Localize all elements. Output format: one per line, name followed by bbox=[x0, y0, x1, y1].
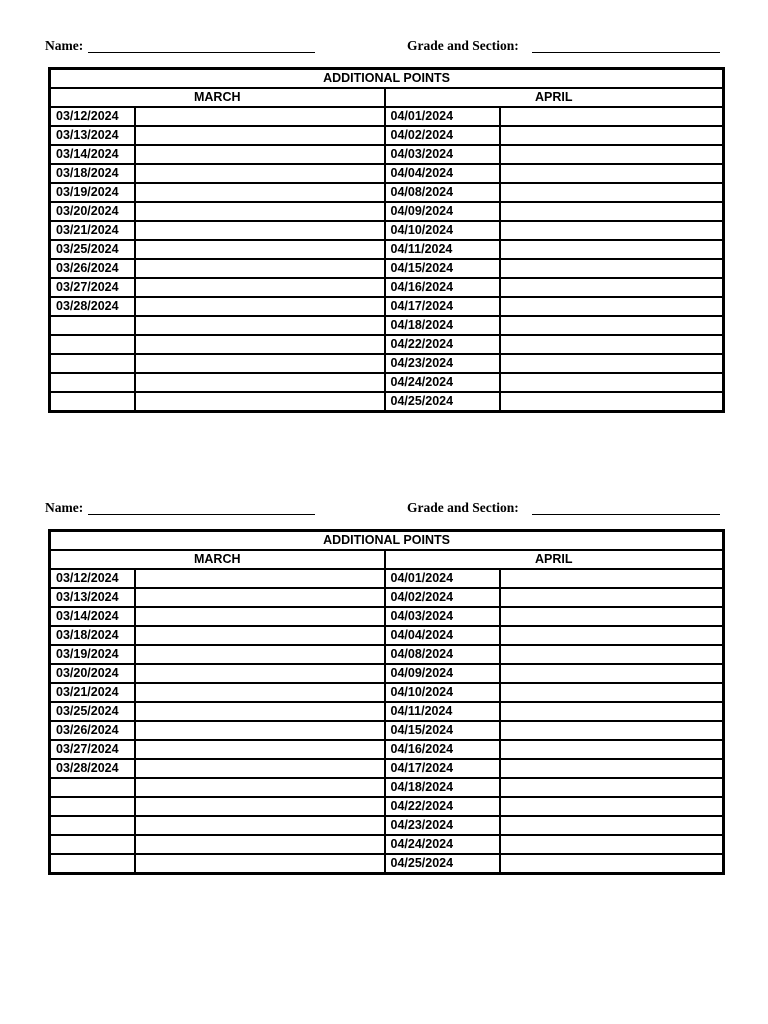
name-label: Name: bbox=[45, 500, 84, 515]
april-date-cell: 04/15/2024 bbox=[385, 259, 500, 278]
table-row bbox=[50, 164, 724, 183]
april-date-cell: 04/23/2024 bbox=[385, 354, 500, 373]
table-row bbox=[50, 145, 724, 164]
table-row bbox=[50, 607, 724, 626]
april-points-cell[interactable] bbox=[500, 126, 724, 145]
april-date-cell: 04/18/2024 bbox=[385, 316, 500, 335]
table-row bbox=[50, 759, 724, 778]
april-points-cell[interactable] bbox=[500, 145, 724, 164]
april-points-cell[interactable] bbox=[500, 721, 724, 740]
name-label: Name: bbox=[45, 38, 84, 53]
april-points-cell[interactable] bbox=[500, 854, 724, 874]
april-points-cell[interactable] bbox=[500, 202, 724, 221]
table-row bbox=[50, 183, 724, 202]
march-points-cell[interactable] bbox=[135, 164, 385, 183]
april-points-cell[interactable] bbox=[500, 392, 724, 412]
additional-points-table bbox=[48, 67, 725, 413]
march-date-cell bbox=[50, 316, 135, 335]
april-points-cell[interactable] bbox=[500, 835, 724, 854]
march-date-cell bbox=[50, 392, 135, 412]
march-date-cell: 03/25/2024 bbox=[50, 240, 135, 259]
april-date-cell: 04/25/2024 bbox=[385, 854, 500, 874]
march-points-cell[interactable] bbox=[135, 664, 385, 683]
march-date-cell: 03/21/2024 bbox=[50, 683, 135, 702]
april-points-cell[interactable] bbox=[500, 664, 724, 683]
march-points-cell[interactable] bbox=[135, 778, 385, 797]
april-date-cell: 04/23/2024 bbox=[385, 816, 500, 835]
march-date-cell bbox=[50, 335, 135, 354]
march-points-cell[interactable] bbox=[135, 240, 385, 259]
april-points-cell[interactable] bbox=[500, 164, 724, 183]
april-date-cell: 04/08/2024 bbox=[385, 645, 500, 664]
april-date-cell: 04/24/2024 bbox=[385, 373, 500, 392]
march-points-cell[interactable] bbox=[135, 354, 385, 373]
april-date-cell: 04/09/2024 bbox=[385, 202, 500, 221]
april-date-cell: 04/25/2024 bbox=[385, 392, 500, 412]
april-date-cell: 04/02/2024 bbox=[385, 588, 500, 607]
april-date-cell: 04/22/2024 bbox=[385, 797, 500, 816]
march-date-cell: 03/18/2024 bbox=[50, 164, 135, 183]
table-row bbox=[50, 107, 724, 126]
name-field-line[interactable] bbox=[88, 514, 315, 515]
april-points-cell[interactable] bbox=[500, 183, 724, 202]
table-row bbox=[50, 569, 724, 588]
march-points-cell[interactable] bbox=[135, 126, 385, 145]
march-points-cell[interactable] bbox=[135, 683, 385, 702]
march-points-cell[interactable] bbox=[135, 626, 385, 645]
march-points-cell[interactable] bbox=[135, 588, 385, 607]
grade-section-field-line[interactable] bbox=[532, 514, 720, 515]
table-row bbox=[50, 702, 724, 721]
table-row bbox=[50, 664, 724, 683]
table-row bbox=[50, 835, 724, 854]
march-points-cell[interactable] bbox=[135, 740, 385, 759]
table-row bbox=[50, 354, 724, 373]
march-points-cell[interactable] bbox=[135, 297, 385, 316]
april-date-cell: 04/18/2024 bbox=[385, 778, 500, 797]
march-date-cell: 03/28/2024 bbox=[50, 297, 135, 316]
march-points-cell[interactable] bbox=[135, 835, 385, 854]
april-date-cell: 04/09/2024 bbox=[385, 664, 500, 683]
april-date-cell: 04/04/2024 bbox=[385, 626, 500, 645]
april-date-cell: 04/04/2024 bbox=[385, 164, 500, 183]
table-row bbox=[50, 721, 724, 740]
march-date-cell: 03/19/2024 bbox=[50, 183, 135, 202]
march-points-cell[interactable] bbox=[135, 278, 385, 297]
april-date-cell: 04/15/2024 bbox=[385, 721, 500, 740]
table-row bbox=[50, 645, 724, 664]
grade-section-field-line[interactable] bbox=[532, 52, 720, 53]
grade-section-label: Grade and Section: bbox=[407, 500, 519, 515]
april-points-cell[interactable] bbox=[500, 626, 724, 645]
april-date-cell: 04/17/2024 bbox=[385, 297, 500, 316]
march-date-cell: 03/27/2024 bbox=[50, 740, 135, 759]
table-row bbox=[50, 373, 724, 392]
march-points-cell[interactable] bbox=[135, 797, 385, 816]
april-points-cell[interactable] bbox=[500, 221, 724, 240]
table-row bbox=[50, 335, 724, 354]
table-title: ADDITIONAL POINTS bbox=[50, 69, 724, 89]
grade-section-label: Grade and Section: bbox=[407, 38, 519, 53]
march-points-cell[interactable] bbox=[135, 335, 385, 354]
march-points-cell[interactable] bbox=[135, 221, 385, 240]
march-date-cell bbox=[50, 373, 135, 392]
april-points-cell[interactable] bbox=[500, 607, 724, 626]
march-points-cell[interactable] bbox=[135, 816, 385, 835]
additional-points-table bbox=[48, 529, 725, 875]
student-header bbox=[45, 500, 725, 520]
april-header: APRIL bbox=[385, 88, 724, 107]
march-date-cell: 03/13/2024 bbox=[50, 126, 135, 145]
april-header: APRIL bbox=[385, 550, 724, 569]
march-points-cell[interactable] bbox=[135, 145, 385, 164]
april-date-cell: 04/16/2024 bbox=[385, 278, 500, 297]
march-date-cell: 03/26/2024 bbox=[50, 259, 135, 278]
table-row bbox=[50, 297, 724, 316]
april-date-cell: 04/22/2024 bbox=[385, 335, 500, 354]
name-field-line[interactable] bbox=[88, 52, 315, 53]
march-points-cell[interactable] bbox=[135, 854, 385, 874]
march-points-cell[interactable] bbox=[135, 316, 385, 335]
table-row bbox=[50, 126, 724, 145]
table-row bbox=[50, 202, 724, 221]
march-header: MARCH bbox=[50, 550, 385, 569]
march-points-cell[interactable] bbox=[135, 183, 385, 202]
april-points-cell[interactable] bbox=[500, 278, 724, 297]
april-points-cell[interactable] bbox=[500, 816, 724, 835]
april-date-cell: 04/08/2024 bbox=[385, 183, 500, 202]
april-date-cell: 04/17/2024 bbox=[385, 759, 500, 778]
march-date-cell: 03/13/2024 bbox=[50, 588, 135, 607]
march-date-cell bbox=[50, 778, 135, 797]
march-date-cell: 03/14/2024 bbox=[50, 607, 135, 626]
table-row bbox=[50, 778, 724, 797]
march-date-cell: 03/14/2024 bbox=[50, 145, 135, 164]
april-points-cell[interactable] bbox=[500, 645, 724, 664]
april-points-cell[interactable] bbox=[500, 588, 724, 607]
table-row bbox=[50, 797, 724, 816]
march-points-cell[interactable] bbox=[135, 721, 385, 740]
april-date-cell: 04/03/2024 bbox=[385, 145, 500, 164]
march-date-cell: 03/19/2024 bbox=[50, 645, 135, 664]
march-points-cell[interactable] bbox=[135, 759, 385, 778]
march-points-cell[interactable] bbox=[135, 202, 385, 221]
april-date-cell: 04/16/2024 bbox=[385, 740, 500, 759]
table-row bbox=[50, 816, 724, 835]
april-points-cell[interactable] bbox=[500, 569, 724, 588]
march-header: MARCH bbox=[50, 88, 385, 107]
april-points-cell[interactable] bbox=[500, 373, 724, 392]
march-date-cell bbox=[50, 354, 135, 373]
march-date-cell bbox=[50, 816, 135, 835]
march-date-cell: 03/12/2024 bbox=[50, 107, 135, 126]
april-points-cell[interactable] bbox=[500, 702, 724, 721]
table-row bbox=[50, 259, 724, 278]
march-points-cell[interactable] bbox=[135, 645, 385, 664]
march-date-cell: 03/20/2024 bbox=[50, 664, 135, 683]
march-points-cell[interactable] bbox=[135, 702, 385, 721]
april-date-cell: 04/10/2024 bbox=[385, 683, 500, 702]
march-date-cell: 03/20/2024 bbox=[50, 202, 135, 221]
april-date-cell: 04/02/2024 bbox=[385, 126, 500, 145]
table-title: ADDITIONAL POINTS bbox=[50, 531, 724, 551]
table-row bbox=[50, 626, 724, 645]
table-row bbox=[50, 588, 724, 607]
march-points-cell[interactable] bbox=[135, 607, 385, 626]
april-points-cell[interactable] bbox=[500, 107, 724, 126]
april-points-cell[interactable] bbox=[500, 335, 724, 354]
table-row bbox=[50, 854, 724, 874]
march-date-cell: 03/18/2024 bbox=[50, 626, 135, 645]
student-header bbox=[45, 38, 725, 58]
table-row bbox=[50, 683, 724, 702]
table-row bbox=[50, 392, 724, 412]
april-date-cell: 04/10/2024 bbox=[385, 221, 500, 240]
table-row bbox=[50, 240, 724, 259]
april-points-cell[interactable] bbox=[500, 297, 724, 316]
march-points-cell[interactable] bbox=[135, 569, 385, 588]
table-row bbox=[50, 316, 724, 335]
april-date-cell: 04/11/2024 bbox=[385, 240, 500, 259]
april-points-cell[interactable] bbox=[500, 797, 724, 816]
april-date-cell: 04/01/2024 bbox=[385, 107, 500, 126]
march-points-cell[interactable] bbox=[135, 107, 385, 126]
april-points-cell[interactable] bbox=[500, 683, 724, 702]
april-date-cell: 04/11/2024 bbox=[385, 702, 500, 721]
march-points-cell[interactable] bbox=[135, 373, 385, 392]
april-points-cell[interactable] bbox=[500, 759, 724, 778]
table-row bbox=[50, 221, 724, 240]
april-points-cell[interactable] bbox=[500, 316, 724, 335]
march-date-cell: 03/26/2024 bbox=[50, 721, 135, 740]
march-points-cell[interactable] bbox=[135, 259, 385, 278]
april-points-cell[interactable] bbox=[500, 259, 724, 278]
march-date-cell: 03/21/2024 bbox=[50, 221, 135, 240]
table-row bbox=[50, 278, 724, 297]
april-date-cell: 04/24/2024 bbox=[385, 835, 500, 854]
march-date-cell: 03/25/2024 bbox=[50, 702, 135, 721]
march-date-cell: 03/28/2024 bbox=[50, 759, 135, 778]
march-date-cell bbox=[50, 835, 135, 854]
march-date-cell bbox=[50, 797, 135, 816]
april-date-cell: 04/03/2024 bbox=[385, 607, 500, 626]
april-points-cell[interactable] bbox=[500, 240, 724, 259]
march-date-cell: 03/27/2024 bbox=[50, 278, 135, 297]
march-points-cell[interactable] bbox=[135, 392, 385, 412]
march-date-cell bbox=[50, 854, 135, 874]
april-date-cell: 04/01/2024 bbox=[385, 569, 500, 588]
april-points-cell[interactable] bbox=[500, 354, 724, 373]
april-points-cell[interactable] bbox=[500, 778, 724, 797]
april-points-cell[interactable] bbox=[500, 740, 724, 759]
table-row bbox=[50, 740, 724, 759]
march-date-cell: 03/12/2024 bbox=[50, 569, 135, 588]
